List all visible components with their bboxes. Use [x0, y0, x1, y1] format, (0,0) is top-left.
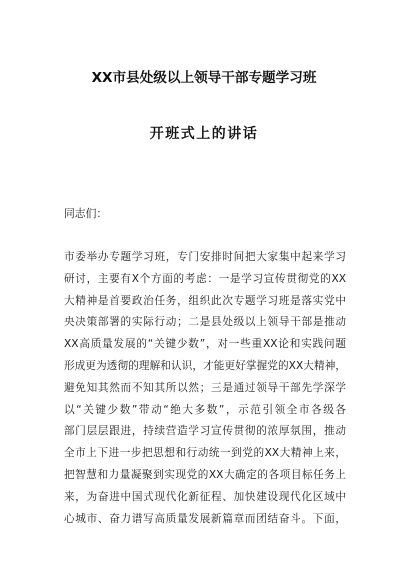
- body-line: 来，为奋进中国式现代化新征程、加快建设现代化区域中: [64, 490, 346, 503]
- body-line: 全市上下进一步把思想和行动统一到党的XX大精神上来，: [64, 447, 346, 460]
- body-line: 部门层层跟进，持续营造学习宣传贯彻的浓厚氛围，推动: [64, 425, 346, 438]
- body-line: XX高质量发展的“关键少数”，对一些重XX论和实践问题: [64, 338, 346, 351]
- body-line: 以“关键少数”带动“绝大多数”，示范引领全市各级各: [64, 403, 346, 416]
- body-line: 市委举办专题学习班，专门安排时间把大家集中起来学习: [64, 251, 346, 263]
- body-line: 央决策部署的实际行动；二是县处级以上领导干部是推动: [64, 316, 346, 329]
- body-line: 大精神是首要政治任务，组织此次专题学习班是落实党中: [64, 294, 346, 307]
- body-paragraph: [64, 247, 346, 530]
- body-line: 形成更为透彻的理解和认识，才能更好掌握党的XX大精神，: [64, 359, 346, 372]
- title-line-1: XX市县处级以上领导干部专题学习班: [91, 70, 317, 86]
- body-line: 心城市、奋力谱写高质量发展新篇章而团结奋斗。下面，: [64, 512, 346, 525]
- body-line: 避免知其然而不知其所以然；三是通过领导干部先学深学: [64, 381, 346, 394]
- body-line: 把智慧和力量凝聚到实现党的XX大确定的各项目标任务上: [64, 468, 346, 481]
- salutation: 同志们：: [64, 207, 108, 220]
- title-line-2: 开班式上的讲话: [149, 126, 259, 142]
- body-line: 研讨，主要有X个方面的考虑：一是学习宣传贯彻党的XX: [64, 272, 346, 285]
